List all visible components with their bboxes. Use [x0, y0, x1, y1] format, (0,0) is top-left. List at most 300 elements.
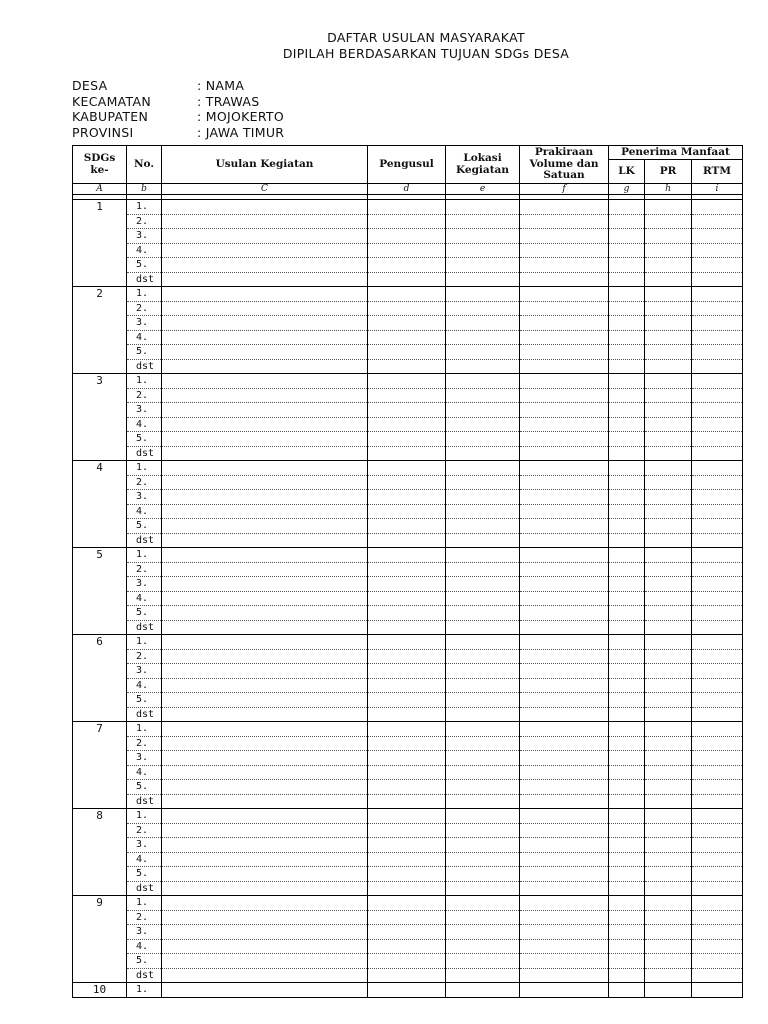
table-cell[interactable]	[446, 200, 520, 215]
table-cell[interactable]	[162, 301, 368, 316]
table-cell[interactable]	[368, 432, 446, 447]
table-cell[interactable]	[446, 533, 520, 548]
table-cell[interactable]	[609, 649, 645, 664]
table-cell[interactable]	[446, 519, 520, 534]
table-cell[interactable]	[692, 533, 743, 548]
table-cell[interactable]	[446, 591, 520, 606]
table-cell[interactable]	[446, 359, 520, 374]
table-cell[interactable]	[520, 272, 609, 287]
table-cell[interactable]	[368, 461, 446, 476]
table-cell[interactable]	[609, 736, 645, 751]
table-cell[interactable]	[520, 243, 609, 258]
table-cell[interactable]	[368, 301, 446, 316]
table-cell[interactable]	[162, 345, 368, 360]
table-cell[interactable]	[368, 649, 446, 664]
table-cell[interactable]	[520, 867, 609, 882]
table-cell[interactable]	[645, 432, 692, 447]
table-cell[interactable]	[162, 548, 368, 563]
table-cell[interactable]	[645, 881, 692, 896]
table-cell[interactable]	[368, 577, 446, 592]
table-cell[interactable]	[692, 359, 743, 374]
table-cell[interactable]	[520, 664, 609, 679]
table-cell[interactable]	[609, 765, 645, 780]
table-cell[interactable]	[520, 374, 609, 389]
table-cell[interactable]	[520, 954, 609, 969]
table-cell[interactable]	[692, 562, 743, 577]
table-cell[interactable]	[368, 664, 446, 679]
table-cell[interactable]	[368, 722, 446, 737]
table-cell[interactable]	[692, 475, 743, 490]
table-cell[interactable]	[446, 838, 520, 853]
table-cell[interactable]	[645, 446, 692, 461]
table-cell[interactable]	[368, 809, 446, 824]
table-cell[interactable]	[609, 504, 645, 519]
table-cell[interactable]	[162, 287, 368, 302]
table-cell[interactable]	[645, 301, 692, 316]
table-cell[interactable]	[609, 780, 645, 795]
table-cell[interactable]	[368, 214, 446, 229]
table-cell[interactable]	[645, 896, 692, 911]
table-cell[interactable]	[368, 910, 446, 925]
table-cell[interactable]	[446, 272, 520, 287]
table-cell[interactable]	[162, 374, 368, 389]
table-cell[interactable]	[692, 983, 743, 998]
table-cell[interactable]	[520, 939, 609, 954]
table-cell[interactable]	[446, 910, 520, 925]
table-cell[interactable]	[692, 417, 743, 432]
table-cell[interactable]	[368, 548, 446, 563]
table-cell[interactable]	[520, 229, 609, 244]
table-cell[interactable]	[368, 693, 446, 708]
table-cell[interactable]	[645, 809, 692, 824]
table-cell[interactable]	[645, 693, 692, 708]
table-cell[interactable]	[520, 519, 609, 534]
table-cell[interactable]	[692, 765, 743, 780]
table-cell[interactable]	[645, 403, 692, 418]
table-cell[interactable]	[520, 896, 609, 911]
table-cell[interactable]	[645, 954, 692, 969]
table-cell[interactable]	[609, 722, 645, 737]
table-cell[interactable]	[520, 316, 609, 331]
table-cell[interactable]	[446, 214, 520, 229]
table-cell[interactable]	[162, 707, 368, 722]
table-cell[interactable]	[368, 243, 446, 258]
table-cell[interactable]	[692, 881, 743, 896]
table-cell[interactable]	[520, 258, 609, 273]
table-cell[interactable]	[162, 838, 368, 853]
table-cell[interactable]	[162, 983, 368, 998]
table-cell[interactable]	[645, 736, 692, 751]
table-cell[interactable]	[446, 867, 520, 882]
table-cell[interactable]	[446, 983, 520, 998]
table-cell[interactable]	[446, 258, 520, 273]
table-cell[interactable]	[368, 345, 446, 360]
table-cell[interactable]	[520, 403, 609, 418]
table-cell[interactable]	[368, 200, 446, 215]
table-cell[interactable]	[692, 678, 743, 693]
table-cell[interactable]	[162, 388, 368, 403]
table-cell[interactable]	[162, 562, 368, 577]
table-cell[interactable]	[692, 780, 743, 795]
table-cell[interactable]	[645, 925, 692, 940]
table-cell[interactable]	[645, 330, 692, 345]
table-cell[interactable]	[162, 475, 368, 490]
table-cell[interactable]	[368, 359, 446, 374]
table-cell[interactable]	[162, 490, 368, 505]
table-cell[interactable]	[446, 548, 520, 563]
table-cell[interactable]	[692, 939, 743, 954]
table-cell[interactable]	[645, 417, 692, 432]
table-cell[interactable]	[446, 896, 520, 911]
table-cell[interactable]	[520, 577, 609, 592]
table-cell[interactable]	[520, 548, 609, 563]
table-cell[interactable]	[609, 548, 645, 563]
table-cell[interactable]	[162, 229, 368, 244]
table-cell[interactable]	[520, 809, 609, 824]
table-cell[interactable]	[609, 664, 645, 679]
table-cell[interactable]	[368, 794, 446, 809]
table-cell[interactable]	[609, 229, 645, 244]
table-cell[interactable]	[645, 780, 692, 795]
table-cell[interactable]	[162, 852, 368, 867]
table-cell[interactable]	[645, 838, 692, 853]
table-cell[interactable]	[692, 606, 743, 621]
table-cell[interactable]	[692, 823, 743, 838]
table-cell[interactable]	[520, 287, 609, 302]
table-cell[interactable]	[368, 678, 446, 693]
table-cell[interactable]	[446, 504, 520, 519]
table-cell[interactable]	[520, 678, 609, 693]
table-cell[interactable]	[609, 620, 645, 635]
table-cell[interactable]	[645, 707, 692, 722]
table-cell[interactable]	[368, 852, 446, 867]
table-cell[interactable]	[645, 461, 692, 476]
table-cell[interactable]	[692, 374, 743, 389]
table-cell[interactable]	[520, 649, 609, 664]
table-cell[interactable]	[609, 910, 645, 925]
table-cell[interactable]	[520, 838, 609, 853]
table-cell[interactable]	[162, 896, 368, 911]
table-cell[interactable]	[368, 316, 446, 331]
table-cell[interactable]	[368, 606, 446, 621]
table-cell[interactable]	[692, 301, 743, 316]
table-cell[interactable]	[446, 287, 520, 302]
table-cell[interactable]	[162, 200, 368, 215]
table-cell[interactable]	[692, 432, 743, 447]
table-cell[interactable]	[368, 707, 446, 722]
table-cell[interactable]	[520, 330, 609, 345]
table-cell[interactable]	[609, 461, 645, 476]
table-cell[interactable]	[609, 359, 645, 374]
table-cell[interactable]	[162, 446, 368, 461]
table-cell[interactable]	[692, 519, 743, 534]
table-cell[interactable]	[162, 577, 368, 592]
table-cell[interactable]	[446, 765, 520, 780]
table-cell[interactable]	[520, 635, 609, 650]
table-cell[interactable]	[162, 693, 368, 708]
table-cell[interactable]	[520, 359, 609, 374]
table-cell[interactable]	[446, 925, 520, 940]
table-cell[interactable]	[609, 823, 645, 838]
table-cell[interactable]	[609, 838, 645, 853]
table-cell[interactable]	[446, 577, 520, 592]
table-cell[interactable]	[645, 983, 692, 998]
table-cell[interactable]	[162, 765, 368, 780]
table-cell[interactable]	[692, 243, 743, 258]
table-cell[interactable]	[609, 403, 645, 418]
table-cell[interactable]	[446, 606, 520, 621]
table-cell[interactable]	[446, 432, 520, 447]
table-cell[interactable]	[645, 388, 692, 403]
table-cell[interactable]	[692, 838, 743, 853]
table-cell[interactable]	[162, 316, 368, 331]
table-cell[interactable]	[692, 707, 743, 722]
table-cell[interactable]	[162, 939, 368, 954]
table-cell[interactable]	[446, 374, 520, 389]
table-cell[interactable]	[609, 446, 645, 461]
table-cell[interactable]	[692, 287, 743, 302]
table-cell[interactable]	[162, 664, 368, 679]
table-cell[interactable]	[645, 823, 692, 838]
table-cell[interactable]	[645, 664, 692, 679]
table-cell[interactable]	[446, 345, 520, 360]
table-cell[interactable]	[520, 881, 609, 896]
table-cell[interactable]	[520, 301, 609, 316]
table-cell[interactable]	[645, 678, 692, 693]
table-cell[interactable]	[368, 968, 446, 983]
table-cell[interactable]	[162, 649, 368, 664]
table-cell[interactable]	[645, 548, 692, 563]
table-cell[interactable]	[520, 200, 609, 215]
table-cell[interactable]	[368, 780, 446, 795]
table-cell[interactable]	[162, 272, 368, 287]
table-cell[interactable]	[446, 635, 520, 650]
table-cell[interactable]	[609, 562, 645, 577]
table-cell[interactable]	[520, 693, 609, 708]
table-cell[interactable]	[609, 258, 645, 273]
table-cell[interactable]	[520, 417, 609, 432]
table-cell[interactable]	[368, 736, 446, 751]
table-cell[interactable]	[645, 852, 692, 867]
table-cell[interactable]	[692, 794, 743, 809]
table-cell[interactable]	[446, 751, 520, 766]
table-cell[interactable]	[446, 780, 520, 795]
table-cell[interactable]	[368, 330, 446, 345]
table-cell[interactable]	[645, 272, 692, 287]
table-cell[interactable]	[520, 461, 609, 476]
table-cell[interactable]	[609, 925, 645, 940]
table-cell[interactable]	[645, 765, 692, 780]
table-cell[interactable]	[645, 606, 692, 621]
table-cell[interactable]	[368, 417, 446, 432]
table-cell[interactable]	[368, 287, 446, 302]
table-cell[interactable]	[520, 533, 609, 548]
table-cell[interactable]	[368, 620, 446, 635]
table-cell[interactable]	[446, 939, 520, 954]
table-cell[interactable]	[368, 446, 446, 461]
table-cell[interactable]	[368, 925, 446, 940]
table-cell[interactable]	[692, 693, 743, 708]
table-cell[interactable]	[162, 519, 368, 534]
table-cell[interactable]	[609, 214, 645, 229]
table-cell[interactable]	[446, 475, 520, 490]
table-cell[interactable]	[368, 490, 446, 505]
table-cell[interactable]	[609, 968, 645, 983]
table-cell[interactable]	[609, 475, 645, 490]
table-cell[interactable]	[520, 475, 609, 490]
table-cell[interactable]	[692, 751, 743, 766]
table-cell[interactable]	[446, 722, 520, 737]
table-cell[interactable]	[609, 707, 645, 722]
table-cell[interactable]	[692, 896, 743, 911]
table-cell[interactable]	[368, 533, 446, 548]
table-cell[interactable]	[645, 316, 692, 331]
table-cell[interactable]	[162, 243, 368, 258]
table-cell[interactable]	[692, 649, 743, 664]
table-cell[interactable]	[609, 751, 645, 766]
table-cell[interactable]	[645, 794, 692, 809]
table-cell[interactable]	[520, 591, 609, 606]
table-cell[interactable]	[692, 809, 743, 824]
table-cell[interactable]	[645, 200, 692, 215]
table-cell[interactable]	[520, 794, 609, 809]
table-cell[interactable]	[692, 272, 743, 287]
table-cell[interactable]	[609, 388, 645, 403]
table-cell[interactable]	[645, 562, 692, 577]
table-cell[interactable]	[162, 968, 368, 983]
table-cell[interactable]	[692, 345, 743, 360]
table-cell[interactable]	[446, 490, 520, 505]
table-cell[interactable]	[162, 606, 368, 621]
table-cell[interactable]	[446, 881, 520, 896]
table-cell[interactable]	[645, 287, 692, 302]
table-cell[interactable]	[446, 678, 520, 693]
table-cell[interactable]	[446, 316, 520, 331]
table-cell[interactable]	[609, 301, 645, 316]
table-cell[interactable]	[368, 635, 446, 650]
table-cell[interactable]	[692, 200, 743, 215]
table-cell[interactable]	[609, 852, 645, 867]
table-cell[interactable]	[368, 751, 446, 766]
table-cell[interactable]	[162, 678, 368, 693]
table-cell[interactable]	[520, 765, 609, 780]
table-cell[interactable]	[446, 736, 520, 751]
table-cell[interactable]	[609, 243, 645, 258]
table-cell[interactable]	[609, 881, 645, 896]
table-cell[interactable]	[162, 954, 368, 969]
table-cell[interactable]	[645, 649, 692, 664]
table-cell[interactable]	[368, 272, 446, 287]
table-cell[interactable]	[609, 693, 645, 708]
table-cell[interactable]	[609, 330, 645, 345]
table-cell[interactable]	[446, 461, 520, 476]
table-cell[interactable]	[162, 620, 368, 635]
table-cell[interactable]	[162, 867, 368, 882]
table-cell[interactable]	[645, 243, 692, 258]
table-cell[interactable]	[446, 707, 520, 722]
table-cell[interactable]	[645, 577, 692, 592]
table-cell[interactable]	[446, 693, 520, 708]
table-cell[interactable]	[446, 446, 520, 461]
table-cell[interactable]	[692, 954, 743, 969]
table-cell[interactable]	[692, 388, 743, 403]
table-cell[interactable]	[645, 968, 692, 983]
table-cell[interactable]	[692, 403, 743, 418]
table-cell[interactable]	[520, 606, 609, 621]
table-cell[interactable]	[368, 896, 446, 911]
table-cell[interactable]	[368, 867, 446, 882]
table-cell[interactable]	[162, 591, 368, 606]
table-cell[interactable]	[162, 432, 368, 447]
table-cell[interactable]	[162, 751, 368, 766]
table-cell[interactable]	[446, 809, 520, 824]
table-cell[interactable]	[692, 461, 743, 476]
table-cell[interactable]	[520, 968, 609, 983]
table-cell[interactable]	[446, 620, 520, 635]
table-cell[interactable]	[368, 591, 446, 606]
table-cell[interactable]	[609, 316, 645, 331]
table-cell[interactable]	[609, 417, 645, 432]
table-cell[interactable]	[446, 330, 520, 345]
table-cell[interactable]	[162, 794, 368, 809]
table-cell[interactable]	[645, 591, 692, 606]
table-cell[interactable]	[609, 983, 645, 998]
table-cell[interactable]	[162, 635, 368, 650]
table-cell[interactable]	[162, 780, 368, 795]
table-cell[interactable]	[446, 403, 520, 418]
table-cell[interactable]	[645, 620, 692, 635]
table-cell[interactable]	[645, 910, 692, 925]
table-cell[interactable]	[162, 881, 368, 896]
table-cell[interactable]	[645, 519, 692, 534]
table-cell[interactable]	[162, 533, 368, 548]
table-cell[interactable]	[645, 533, 692, 548]
table-cell[interactable]	[162, 910, 368, 925]
table-cell[interactable]	[609, 272, 645, 287]
table-cell[interactable]	[162, 809, 368, 824]
table-cell[interactable]	[692, 591, 743, 606]
table-cell[interactable]	[446, 229, 520, 244]
table-cell[interactable]	[162, 258, 368, 273]
table-cell[interactable]	[645, 214, 692, 229]
table-cell[interactable]	[692, 925, 743, 940]
table-cell[interactable]	[609, 794, 645, 809]
table-cell[interactable]	[162, 403, 368, 418]
table-cell[interactable]	[692, 548, 743, 563]
table-cell[interactable]	[645, 635, 692, 650]
table-cell[interactable]	[609, 954, 645, 969]
table-cell[interactable]	[692, 330, 743, 345]
table-cell[interactable]	[162, 417, 368, 432]
table-cell[interactable]	[162, 504, 368, 519]
table-cell[interactable]	[692, 852, 743, 867]
table-cell[interactable]	[692, 910, 743, 925]
table-cell[interactable]	[162, 214, 368, 229]
table-cell[interactable]	[162, 461, 368, 476]
table-cell[interactable]	[446, 968, 520, 983]
table-cell[interactable]	[368, 403, 446, 418]
table-cell[interactable]	[692, 214, 743, 229]
table-cell[interactable]	[368, 229, 446, 244]
table-cell[interactable]	[609, 432, 645, 447]
table-cell[interactable]	[446, 388, 520, 403]
table-cell[interactable]	[368, 939, 446, 954]
table-cell[interactable]	[609, 678, 645, 693]
table-cell[interactable]	[692, 446, 743, 461]
table-cell[interactable]	[645, 490, 692, 505]
table-cell[interactable]	[520, 780, 609, 795]
table-cell[interactable]	[692, 736, 743, 751]
